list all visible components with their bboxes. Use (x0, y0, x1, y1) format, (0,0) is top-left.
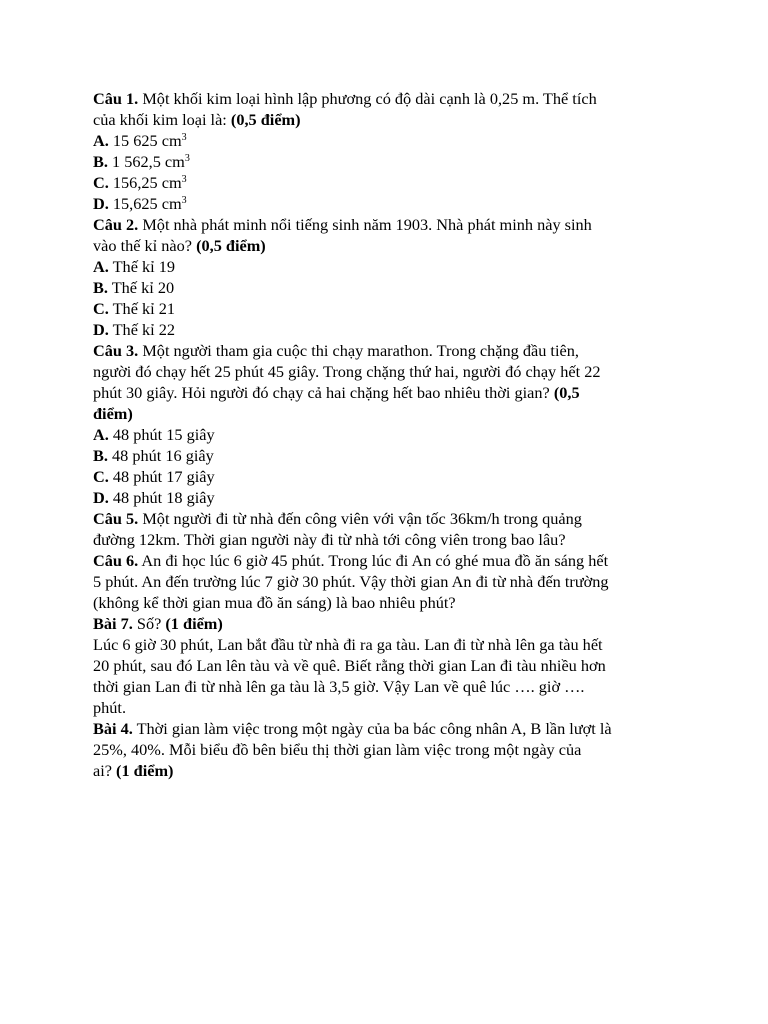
question-2 (93, 214, 683, 340)
question-label: Câu 5. (93, 509, 139, 528)
question-5-line-2: đường 12km. Thời gian người này đi từ nhà tới công viên trong bao lâu? (93, 530, 566, 549)
question-6-line-2: 5 phút. An đến trường lúc 7 giờ 30 phút. Vậy thời gian An đi từ nhà đến trường (93, 572, 609, 591)
option-c: C. Thế kỉ 21 (93, 299, 176, 318)
option-b: B. 1 562,5 $cm^3$ (93, 152, 190, 171)
question-1 (93, 88, 683, 214)
option-a: A. Thế kỉ 19 (93, 257, 176, 276)
exercise-7-line-4: phút. (93, 698, 127, 717)
points: (1 điểm) (116, 761, 174, 780)
question-2-line-1: Câu 2. Một nhà phát minh nổi tiếng sinh năm 1903. Nhà phát minh này sinh (93, 215, 592, 234)
option-c: C. 156,25 $cm^3$ (93, 173, 187, 192)
option-b: B. Thế kỉ 20 (93, 278, 175, 297)
question-label: Câu 1. (93, 89, 139, 108)
option-a: A. 15 625 $cm^3$ (93, 131, 187, 150)
option-d: D. 15,625 $cm^3$ (93, 194, 187, 213)
option-b: B. 48 phút 16 giây (93, 446, 214, 465)
question-1-line-2: của khối kim loại là: (0,5 điểm) (93, 110, 301, 129)
question-6-line-1: Câu 6. An đi học lúc 6 giờ 45 phút. Trong lúc đi An có ghé mua đồ ăn sáng hết (93, 551, 609, 570)
exercise-7-line-2: 20 phút, sau đó Lan lên tàu và về quê. Biết rằng thời gian Lan đi tàu nhiều hơn (93, 656, 606, 675)
exercise-label: Bài 7. (93, 614, 133, 633)
question-6 (93, 550, 683, 613)
points: (0,5 điểm) (196, 236, 266, 255)
points: (0,5 (553, 383, 580, 402)
question-6-line-3: (không kể thời gian mua đồ ăn sáng) là bao nhiêu phút? (93, 593, 456, 612)
exercise-7 (93, 613, 683, 718)
question-label: Câu 2. (93, 215, 139, 234)
question-5 (93, 508, 683, 550)
exercise-7-heading: Bài 7. Số? (1 điểm) (93, 614, 223, 633)
option-d: D. Thế kỉ 22 (93, 320, 176, 339)
question-3-line-3: phút 30 giây. Hỏi người đó chạy cả hai chặng hết bao nhiêu thời gian? (0,5 (93, 383, 580, 402)
question-3-line-1: Câu 3. Một người tham gia cuộc thi chạy marathon. Trong chặng đầu tiên, (93, 341, 579, 360)
points: (0,5 điểm) (230, 110, 301, 129)
option-c: C. 48 phút 17 giây (93, 467, 215, 486)
question-label: Câu 6. (93, 551, 139, 570)
question-label: Câu 3. (93, 341, 139, 360)
document-body (93, 88, 683, 781)
exercise-4-line-3: ai? (1 điểm) (93, 761, 174, 780)
exercise-4-line-2: 25%, 40%. Mỗi biểu đồ bên biểu thị thời gian làm việc trong một ngày của (93, 740, 582, 759)
points-continued: điểm) (93, 404, 133, 423)
question-1-line-1: Câu 1. Một khối kim loại hình lập phương có độ dài cạnh là 0,25 m. Thể tích (93, 89, 597, 108)
question-2-line-2: vào thế kỉ nào? (0,5 điểm) (93, 236, 266, 255)
exercise-label: Bài 4. (93, 719, 133, 738)
question-3 (93, 340, 683, 508)
question-5-line-1: Câu 5. Một người đi từ nhà đến công viên với vận tốc 36km/h trong quảng (93, 509, 582, 528)
option-a: A. 48 phút 15 giây (93, 425, 215, 444)
exercise-4-line-1: Bài 4. Thời gian làm việc trong một ngày của ba bác công nhân A, B lần lượt là (93, 719, 612, 738)
exercise-7-line-3: thời gian Lan đi từ nhà lên ga tàu là 3,5 giờ. Vậy Lan về quê lúc …. giờ …. (93, 677, 585, 696)
exercise-4 (93, 718, 683, 781)
points: (1 điểm) (165, 614, 223, 633)
option-d: D. 48 phút 18 giây (93, 488, 215, 507)
exercise-7-line-1: Lúc 6 giờ 30 phút, Lan bắt đầu từ nhà đi ra ga tàu. Lan đi từ nhà lên ga tàu hết (93, 635, 603, 654)
question-3-line-2: người đó chạy hết 25 phút 45 giây. Trong chặng thứ hai, người đó chạy hết 22 (93, 362, 601, 381)
